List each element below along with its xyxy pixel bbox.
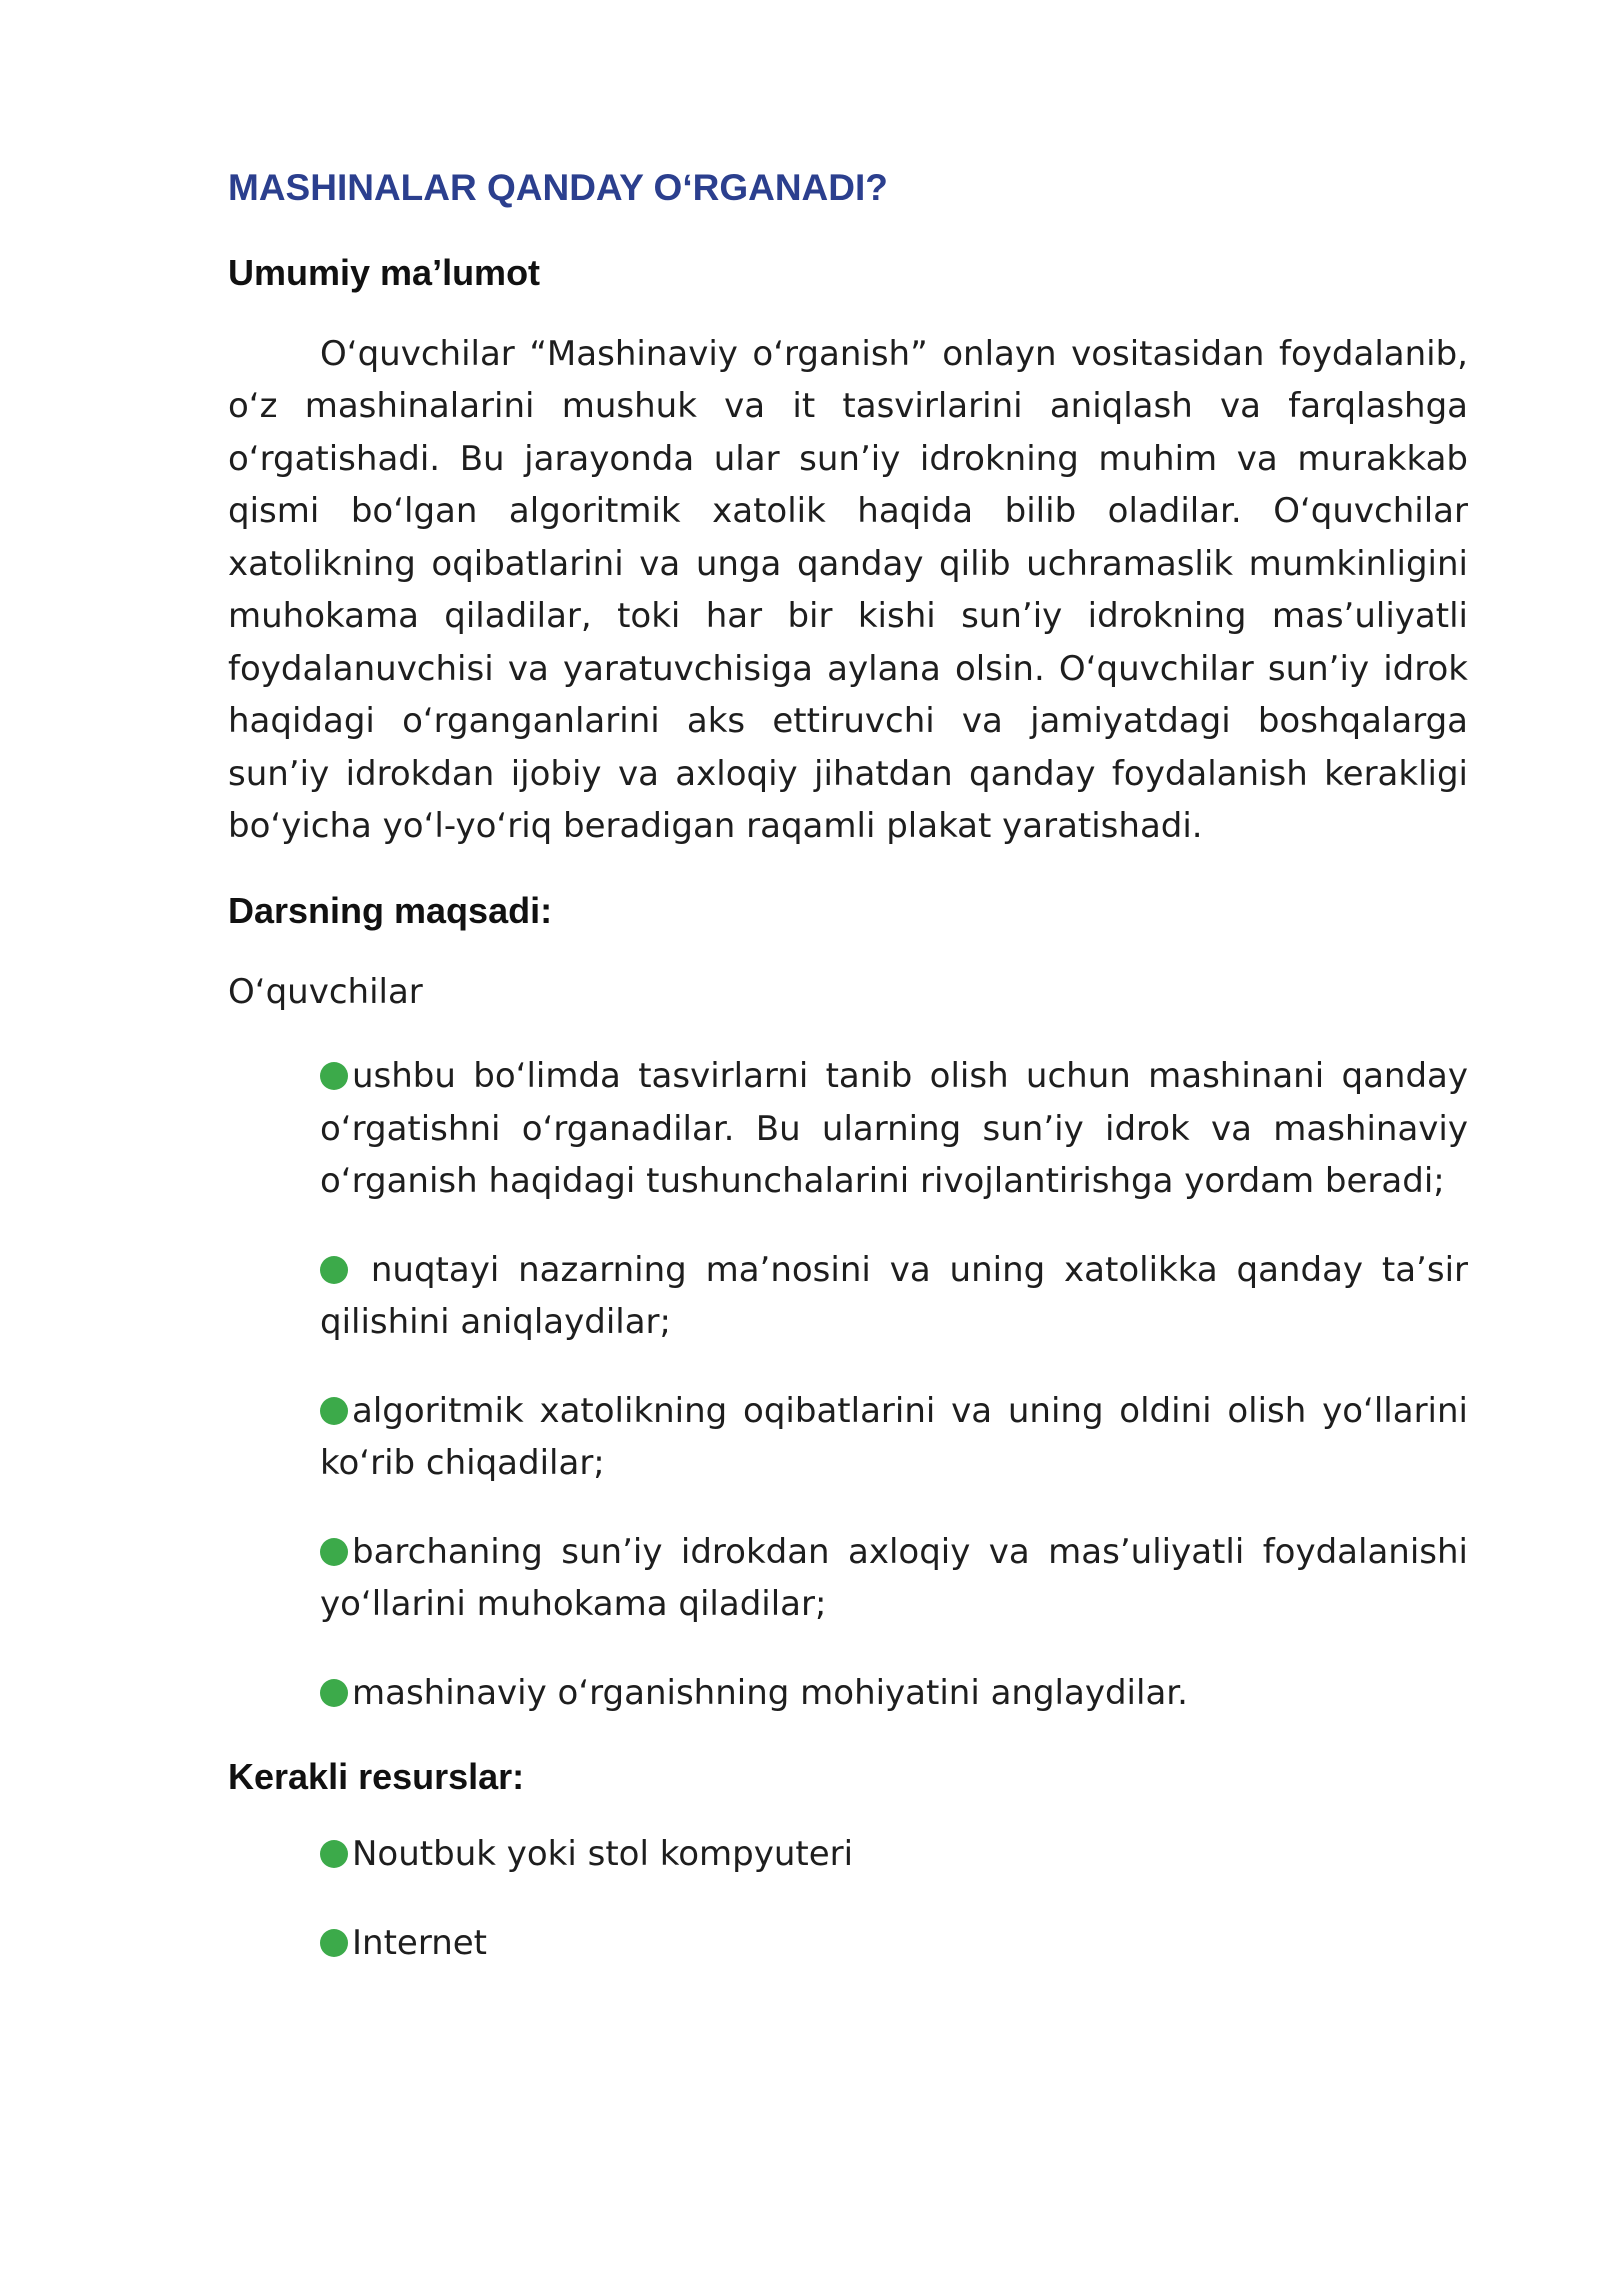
goals-heading: Darsning maqsadi:	[228, 889, 553, 931]
list-item	[320, 1917, 1468, 1970]
overview-paragraph: O‘quvchilar “Mashinaviy o‘rganish” onlayn vositasidan foydalanib, o‘z mashinalarini mushuk va it tasvirlarini aniqlash va farqlashga o‘rgatishadi. Bu jarayonda ular sun’iy idrokning muhim va murakkab qismi bo‘lgan algoritmik xatolik haqida bilib oladilar. O‘quvchilar xatolikning oqibatlarini va unga qanday qilib uchramaslik mumkinligini muhokama qiladilar, toki har bir kishi sun’iy idrokning mas’uliyatli foydalanuvchisi va yaratuvchisiga aylana olsin. O‘quvchilar sun’iy idrok haqidagi o‘rganganlarini aks ettiruvchi va jamiyatdagi boshqalarga sun’iy idrokdan ijobiy va axloqiy jihatdan qanday foydalanish kerakligi bo‘yicha yo‘l-yo‘riq beradigan raqamli plakat yaratishadi.	[228, 333, 1468, 847]
page-content	[228, 168, 1468, 2005]
overview-heading: Umumiy ma’lumot	[228, 251, 541, 293]
resources-list	[228, 1828, 1468, 1969]
list-item-text: barchaning sun’iy idrokdan axloqiy va mas’uliyatli foydalanishi yo‘llarini muhokama qiladilar;	[320, 1531, 1468, 1625]
bullet-icon	[320, 1397, 348, 1425]
bullet-icon	[320, 1679, 348, 1707]
list-item	[320, 1244, 1468, 1349]
bullet-icon	[320, 1840, 348, 1868]
list-item-text: nuqtayi nazarning ma’nosini va uning xatolikka qanday ta’sir qilishini aniqlaydilar;	[320, 1249, 1468, 1343]
list-item	[320, 1667, 1468, 1720]
bullet-icon	[320, 1538, 348, 1566]
list-item	[320, 1526, 1468, 1631]
list-item-text: algoritmik xatolikning oqibatlarini va uning oldini olish yo‘llarini ko‘rib chiqadilar;	[320, 1390, 1468, 1484]
goals-list	[228, 1050, 1468, 1719]
goals-intro: O‘quvchilar	[228, 972, 423, 1013]
page-title: MASHINALAR QANDAY O‘RGANADI?	[228, 167, 888, 208]
bullet-icon	[320, 1256, 348, 1284]
list-item	[320, 1385, 1468, 1490]
list-item-text: Internet	[352, 1922, 488, 1963]
list-item	[320, 1050, 1468, 1208]
list-item	[320, 1828, 1468, 1881]
list-item-text: ushbu bo‘limda tasvirlarni tanib olish uchun mashinani qanday o‘rgatishni o‘rganadilar. Bu ularning sun’iy idrok va mashinaviy o‘rganish haqidagi tushunchalarini rivojlantirishga yordam beradi;	[320, 1056, 1468, 1202]
bullet-icon	[320, 1929, 348, 1957]
list-item-text: mashinaviy o‘rganishning mohiyatini anglaydilar.	[352, 1672, 1188, 1713]
resources-heading: Kerakli resurslar:	[228, 1756, 525, 1798]
list-item-text: Noutbuk yoki stol kompyuteri	[352, 1834, 854, 1875]
bullet-icon	[320, 1062, 348, 1090]
